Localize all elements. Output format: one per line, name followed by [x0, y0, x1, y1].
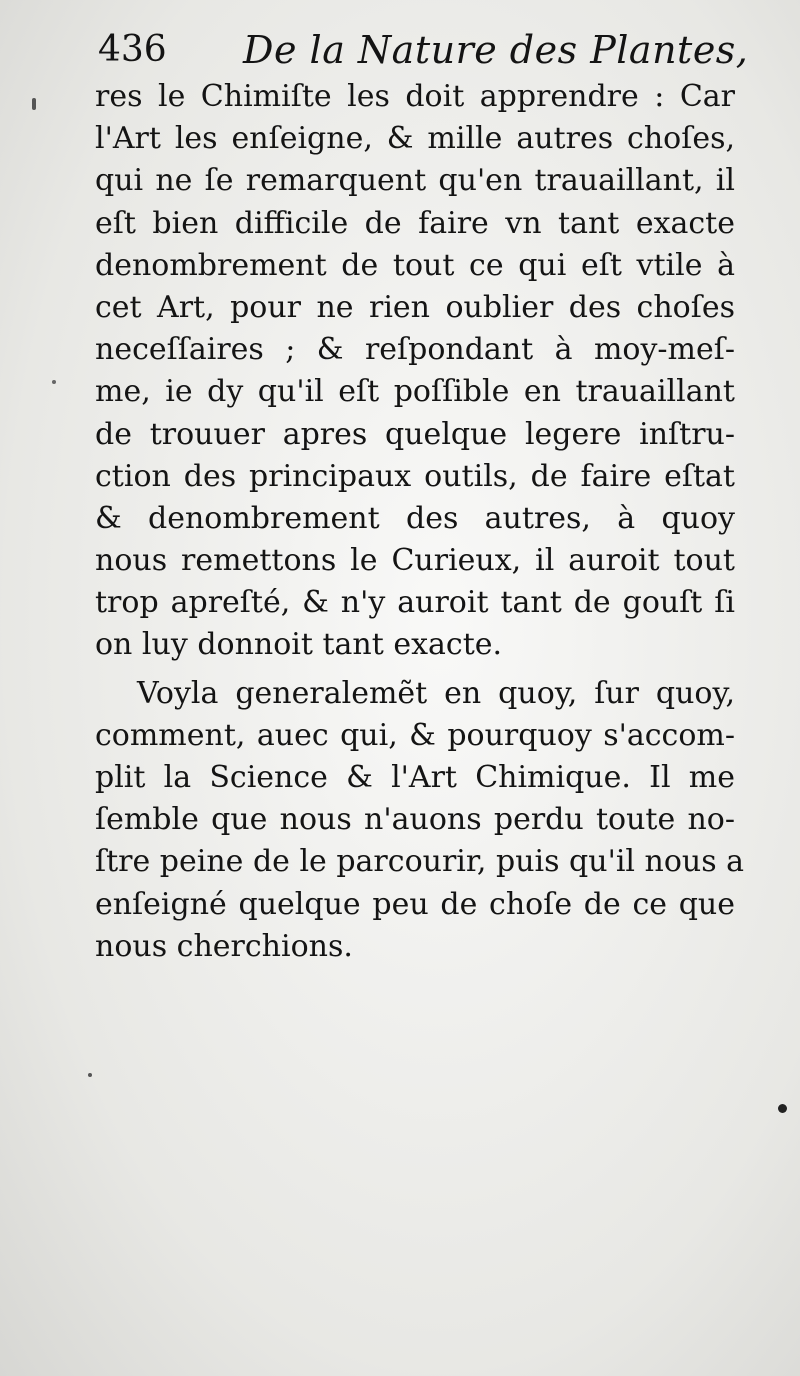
page-header	[98, 22, 748, 78]
text-line: enſeigné quelque peu de choſe de ce que	[95, 886, 735, 922]
text-line: nous cherchions.	[95, 928, 353, 964]
text-line: de trouuer apres quelque legere inſtru-	[95, 416, 735, 452]
text-line: denombrement de tout ce qui eſt vtile à	[95, 247, 735, 283]
text-line: ſtre peine de le parcourir, puis qu'il nous a	[95, 844, 745, 880]
text-line: on luy donnoit tant exacte.	[95, 627, 503, 663]
ink-speck	[778, 1104, 787, 1113]
text-line: neceſſaires ; & reſpondant à moy-meſ-	[95, 332, 735, 368]
body-text	[95, 76, 745, 968]
running-title: De la Nature des Plantes,	[243, 28, 749, 72]
text-line: me, ie dy qu'il eſt poſſible en trauaillant	[95, 374, 735, 410]
text-line: ction des principaux outils, de faire eſtat	[95, 458, 735, 494]
text-line: ſemble que nous n'auons perdu toute no-	[95, 802, 735, 838]
paragraph-2	[95, 673, 745, 968]
text-line: & denombrement des autres, à quoy	[95, 500, 735, 536]
text-line: l'Art les enſeigne, & mille autres choſes,	[95, 121, 735, 157]
text-line: eſt bien difficile de faire vn tant exacte	[95, 205, 735, 241]
text-line: res le Chimiſte les doit apprendre : Car	[95, 79, 735, 114]
text-line: qui ne ſe remarquent qu'en trauaillant, il	[95, 163, 735, 199]
text-line: cet Art, pour ne rien oublier des choſes	[95, 289, 735, 325]
paragraph-1	[95, 76, 735, 667]
text-line: nous remettons le Curieux, il auroit tout	[95, 543, 735, 579]
text-line: comment, auec qui, & pourquoy s'accom-	[95, 717, 735, 753]
text-line: trop apreſté, & n'y auroit tant de gouſt ſi	[95, 585, 735, 621]
ink-speck	[88, 1073, 92, 1077]
text-line: plit la Science & l'Art Chimique. Il me	[95, 760, 735, 795]
page-number: 436	[98, 29, 167, 70]
ink-speck	[32, 98, 36, 110]
text-line: Voyla generalemẽt en quoy, ſur quoy,	[137, 675, 735, 711]
ink-speck	[52, 380, 56, 384]
